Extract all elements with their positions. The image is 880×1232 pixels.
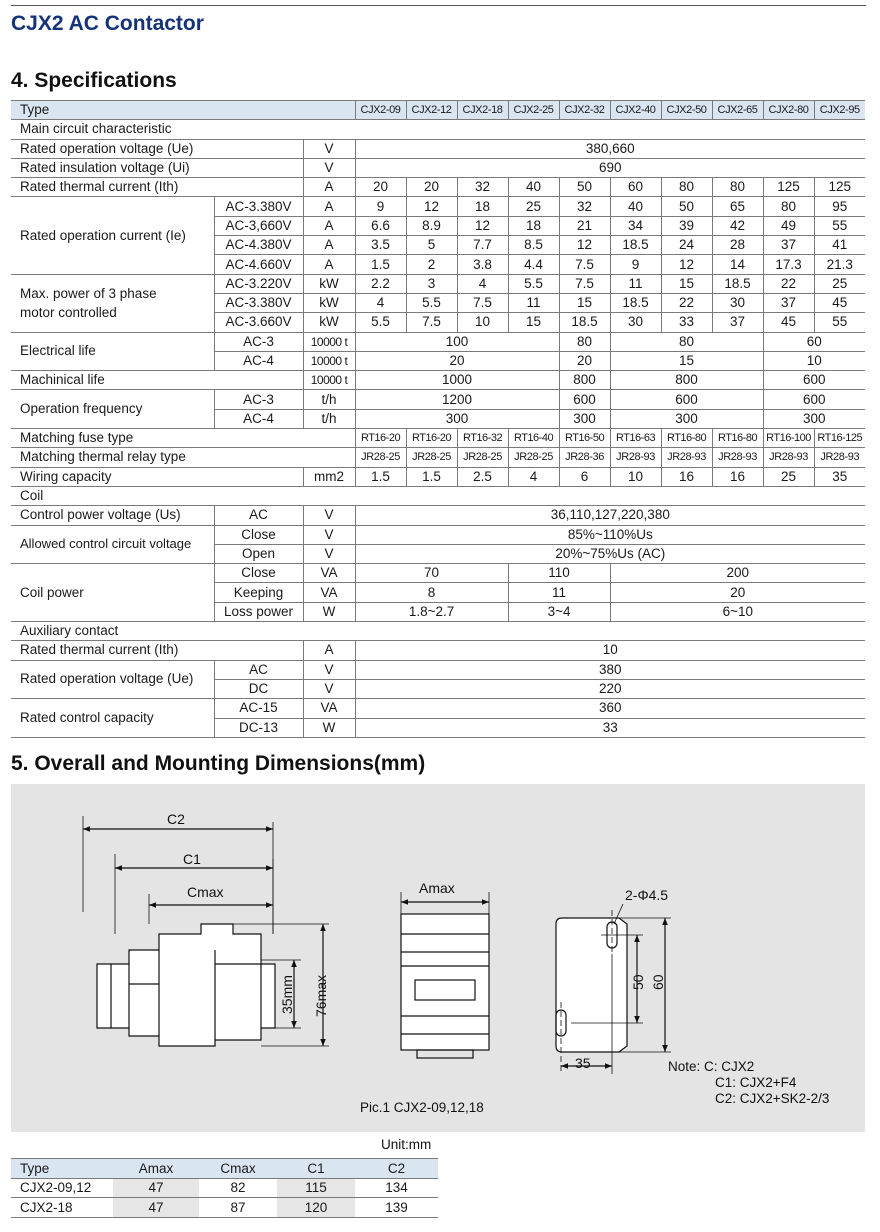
- value-cell: 2.2: [355, 274, 406, 293]
- value-cell: RT16-32: [457, 429, 508, 448]
- value-cell: 65: [712, 197, 763, 216]
- note-line: Note: C: CJX2: [668, 1059, 755, 1074]
- sub-label: AC-3.380V: [214, 197, 303, 216]
- value-cell: 4: [355, 293, 406, 312]
- dim-cell: CJX2-18: [11, 1198, 113, 1218]
- model-cell: CJX2-25: [508, 101, 559, 120]
- value-cell: 15: [661, 274, 712, 293]
- value-cell: JR28-36: [559, 448, 610, 467]
- unit-cell: t/h: [303, 409, 355, 428]
- model-cell: CJX2-09: [355, 101, 406, 120]
- value-cell: 10: [763, 351, 865, 370]
- value-cell: 4: [457, 274, 508, 293]
- unit-cell: V: [303, 506, 355, 525]
- value-cell: 600: [763, 390, 865, 409]
- unit-cell: kW: [303, 313, 355, 332]
- value-cell: 25: [763, 467, 814, 486]
- spec-row-op-freq: [11, 390, 865, 409]
- value-cell: 3.8: [457, 255, 508, 274]
- value-cell: 12: [559, 236, 610, 255]
- row-label: Rated thermal current (Ith): [11, 641, 303, 660]
- model-cell: CJX2-40: [610, 101, 661, 120]
- sub-label: AC-3.380V: [214, 293, 303, 312]
- row-label: Matching fuse type: [11, 429, 355, 448]
- unit-cell: VA: [303, 564, 355, 583]
- spec-row-ie: [11, 197, 865, 216]
- spec-row-electrical-life: [11, 332, 865, 351]
- value-cell: 110: [508, 564, 610, 583]
- unit-cell: V: [303, 525, 355, 544]
- value-cell: 15: [508, 313, 559, 332]
- sub-label: AC-3: [214, 332, 303, 351]
- dim-cell: 47: [113, 1178, 199, 1198]
- row-label: Control power voltage (Us): [11, 506, 214, 525]
- dim-row: [11, 1198, 438, 1218]
- unit-cell: VA: [303, 699, 355, 718]
- value-cell: 800: [559, 371, 610, 390]
- value-cell: 37: [763, 236, 814, 255]
- unit-cell: 10000 t: [303, 332, 355, 351]
- value-cell: 1000: [355, 371, 559, 390]
- value-cell: 7.5: [559, 274, 610, 293]
- value-cell: 49: [763, 216, 814, 235]
- value-cell: 15: [559, 293, 610, 312]
- value-cell: 95: [814, 197, 865, 216]
- type-label: Type: [11, 101, 355, 120]
- value-cell: 32: [457, 178, 508, 197]
- spec-header-row: [11, 101, 865, 120]
- value-cell: 9: [610, 255, 661, 274]
- sub-label: Close: [214, 564, 303, 583]
- unit-cell: kW: [303, 274, 355, 293]
- value-cell: 21: [559, 216, 610, 235]
- value-cell: 18: [457, 197, 508, 216]
- value-cell: 7.5: [457, 293, 508, 312]
- model-cell: CJX2-32: [559, 101, 610, 120]
- top-rule: [11, 5, 866, 6]
- value-cell: 6~10: [610, 602, 865, 621]
- value-cell: 20: [406, 178, 457, 197]
- value-cell: 5.5: [355, 313, 406, 332]
- row-label: [11, 274, 214, 332]
- value-cell: 8.9: [406, 216, 457, 235]
- value-cell: 4.4: [508, 255, 559, 274]
- unit-cell: 10000 t: [303, 371, 355, 390]
- value-cell: 2: [406, 255, 457, 274]
- spec-row-fuse: [11, 429, 865, 448]
- value-cell: RT16-63: [610, 429, 661, 448]
- group-heading: Main circuit characteristic: [11, 120, 865, 139]
- dim-row: [11, 1178, 438, 1198]
- value-cell: 11: [508, 583, 610, 602]
- value-cell: 15: [610, 351, 763, 370]
- spec-row-ui: [11, 158, 865, 177]
- value-cell: RT16-20: [355, 429, 406, 448]
- spec-row-wiring: [11, 467, 865, 486]
- value-cell: RT16-125: [814, 429, 865, 448]
- dim-label-76max: 76max: [313, 974, 329, 1017]
- dim-header-cell: Cmax: [199, 1159, 277, 1179]
- value-cell: 300: [763, 409, 865, 428]
- model-cell: CJX2-50: [661, 101, 712, 120]
- dim-header-cell: C2: [355, 1159, 438, 1179]
- value-cell: 30: [712, 293, 763, 312]
- dim-label-amax: Amax: [419, 880, 455, 896]
- value-cell: 35: [814, 467, 865, 486]
- value-cell: 5.5: [406, 293, 457, 312]
- sub-label: AC-3,660V: [214, 216, 303, 235]
- value-cell: 10: [457, 313, 508, 332]
- value-cell: 16: [712, 467, 763, 486]
- value-cell: 36,110,127,220,380: [355, 506, 865, 525]
- unit-cell: A: [303, 236, 355, 255]
- dim-label-60: 60: [650, 974, 666, 990]
- value-cell: 1.5: [355, 255, 406, 274]
- value-cell: 55: [814, 313, 865, 332]
- value-cell: 21.3: [814, 255, 865, 274]
- value-cell: JR28-25: [406, 448, 457, 467]
- value-cell: 600: [610, 390, 763, 409]
- unit-cell: V: [303, 139, 355, 158]
- value-cell: 85%~110%Us: [355, 525, 865, 544]
- value-cell: 600: [559, 390, 610, 409]
- spec-row-coil: [11, 486, 865, 505]
- value-cell: 7.7: [457, 236, 508, 255]
- value-cell: 33: [661, 313, 712, 332]
- spec-row-aux-ith: [11, 641, 865, 660]
- unit-cell: 10000 t: [303, 351, 355, 370]
- value-cell: RT16-80: [712, 429, 763, 448]
- value-cell: JR28-25: [508, 448, 559, 467]
- sub-label: AC-3: [214, 390, 303, 409]
- value-cell: 8.5: [508, 236, 559, 255]
- spec-row-relay: [11, 448, 865, 467]
- dim-cell: 82: [199, 1178, 277, 1198]
- value-cell: 37: [712, 313, 763, 332]
- row-label: Machinical life: [11, 371, 303, 390]
- value-cell: 300: [355, 409, 559, 428]
- unit-cell: W: [303, 718, 355, 737]
- value-cell: 18: [508, 216, 559, 235]
- value-cell: 20: [355, 351, 559, 370]
- value-cell: JR28-25: [457, 448, 508, 467]
- value-cell: 12: [457, 216, 508, 235]
- value-cell: 20: [559, 351, 610, 370]
- value-cell: 80: [661, 178, 712, 197]
- value-cell: 22: [763, 274, 814, 293]
- row-label: Operation frequency: [11, 390, 214, 429]
- group-heading: Coil: [11, 486, 865, 505]
- unit-cell: kW: [303, 293, 355, 312]
- sub-label: AC-4.660V: [214, 255, 303, 274]
- unit-cell: VA: [303, 583, 355, 602]
- unit-cell: V: [303, 679, 355, 698]
- dim-label-50: 50: [630, 974, 646, 990]
- unit-cell: A: [303, 197, 355, 216]
- value-cell: 3~4: [508, 602, 610, 621]
- dim-label-cmax: Cmax: [187, 884, 224, 900]
- spec-row-coil-power: [11, 564, 865, 583]
- value-cell: 380: [355, 660, 865, 679]
- value-cell: 20: [355, 178, 406, 197]
- unit-label: Unit:mm: [381, 1137, 432, 1152]
- sub-label: DC-13: [214, 718, 303, 737]
- value-cell: 80: [559, 332, 610, 351]
- dim-label-35mm: 35mm: [279, 975, 295, 1014]
- value-cell: 20%~75%Us (AC): [355, 544, 865, 563]
- unit-cell: t/h: [303, 390, 355, 409]
- sub-label: AC-4: [214, 409, 303, 428]
- row-label: Rated operation current (Ie): [11, 197, 214, 274]
- value-cell: 25: [814, 274, 865, 293]
- value-cell: 25: [508, 197, 559, 216]
- value-cell: 70: [355, 564, 508, 583]
- dimension-drawing-panel: [11, 784, 865, 1132]
- section-dimensions-title: 5. Overall and Mounting Dimensions(mm): [11, 752, 426, 775]
- value-cell: 300: [559, 409, 610, 428]
- value-cell: 4: [508, 467, 559, 486]
- value-cell: 7.5: [406, 313, 457, 332]
- dim-label-35: 35: [575, 1055, 591, 1071]
- value-cell: 18.5: [610, 293, 661, 312]
- spec-row-us: [11, 506, 865, 525]
- sub-label: AC-15: [214, 699, 303, 718]
- value-cell: 6: [559, 467, 610, 486]
- value-cell: 8: [355, 583, 508, 602]
- value-cell: 1.8~2.7: [355, 602, 508, 621]
- dim-label-c2: C2: [167, 811, 185, 827]
- value-cell: 5.5: [508, 274, 559, 293]
- spec-row-aux-ue: [11, 660, 865, 679]
- spec-row-allowed: [11, 525, 865, 544]
- model-cell: CJX2-95: [814, 101, 865, 120]
- value-cell: 60: [610, 178, 661, 197]
- value-cell: 41: [814, 236, 865, 255]
- value-cell: 80: [610, 332, 763, 351]
- value-cell: 380,660: [355, 139, 865, 158]
- value-cell: RT16-20: [406, 429, 457, 448]
- model-cell: CJX2-12: [406, 101, 457, 120]
- dim-cell: 120: [277, 1198, 355, 1218]
- drawing-caption: Pic.1 CJX2-09,12,18: [360, 1100, 484, 1115]
- dim-label-c1: C1: [183, 851, 201, 867]
- value-cell: JR28-93: [661, 448, 712, 467]
- value-cell: 80: [763, 197, 814, 216]
- dim-header-cell: Type: [11, 1159, 113, 1179]
- row-label: Coil power: [11, 564, 214, 622]
- spec-row-mech-life: [11, 371, 865, 390]
- value-cell: 10: [610, 467, 661, 486]
- model-cell: CJX2-18: [457, 101, 508, 120]
- unit-cell: A: [303, 216, 355, 235]
- value-cell: 18.5: [712, 274, 763, 293]
- value-cell: 55: [814, 216, 865, 235]
- value-cell: 1200: [355, 390, 559, 409]
- dim-cell: 87: [199, 1198, 277, 1218]
- unit-cell: V: [303, 660, 355, 679]
- value-cell: 16: [661, 467, 712, 486]
- value-cell: 45: [814, 293, 865, 312]
- value-cell: 50: [559, 178, 610, 197]
- value-cell: 12: [661, 255, 712, 274]
- specifications-table: [11, 100, 865, 738]
- value-cell: 40: [610, 197, 661, 216]
- value-cell: JR28-25: [355, 448, 406, 467]
- value-cell: RT16-100: [763, 429, 814, 448]
- row-label: Rated operation voltage (Ue): [11, 660, 214, 699]
- value-cell: 14: [712, 255, 763, 274]
- value-cell: 800: [610, 371, 763, 390]
- value-cell: 10: [355, 641, 865, 660]
- row-label: Rated insulation voltage (Ui): [11, 158, 303, 177]
- row-label: Rated operation voltage (Ue): [11, 139, 303, 158]
- dim-header-row: [11, 1159, 438, 1179]
- group-heading: Auxiliary contact: [11, 622, 865, 641]
- unit-cell: A: [303, 178, 355, 197]
- unit-cell: A: [303, 641, 355, 660]
- value-cell: 2.5: [457, 467, 508, 486]
- sub-label: AC-4: [214, 351, 303, 370]
- spec-row-aux: [11, 622, 865, 641]
- dim-cell: 115: [277, 1178, 355, 1198]
- sub-label: AC-3.220V: [214, 274, 303, 293]
- sub-label: Close: [214, 525, 303, 544]
- value-cell: 690: [355, 158, 865, 177]
- model-cell: CJX2-65: [712, 101, 763, 120]
- value-cell: 5: [406, 236, 457, 255]
- value-cell: JR28-93: [814, 448, 865, 467]
- value-cell: 9: [355, 197, 406, 216]
- value-cell: 100: [355, 332, 559, 351]
- row-label: Matching thermal relay type: [11, 448, 355, 467]
- value-cell: 18.5: [610, 236, 661, 255]
- row-label: Rated thermal current (Ith): [11, 178, 303, 197]
- spec-row-main-circuit: [11, 120, 865, 139]
- value-cell: 24: [661, 236, 712, 255]
- sub-label: DC: [214, 679, 303, 698]
- value-cell: 300: [610, 409, 763, 428]
- value-cell: 1.5: [355, 467, 406, 486]
- value-cell: 34: [610, 216, 661, 235]
- row-label: Rated control capacity: [11, 699, 214, 738]
- value-cell: 360: [355, 699, 865, 718]
- dim-header-cell: Amax: [113, 1159, 199, 1179]
- note-line: C1: CJX2+F4: [715, 1075, 797, 1090]
- value-cell: 80: [712, 178, 763, 197]
- value-cell: 33: [355, 718, 865, 737]
- sub-label: AC-4.380V: [214, 236, 303, 255]
- value-cell: 600: [763, 371, 865, 390]
- row-label: Electrical life: [11, 332, 214, 371]
- value-cell: 20: [610, 583, 865, 602]
- unit-cell: A: [303, 255, 355, 274]
- value-cell: 42: [712, 216, 763, 235]
- value-cell: 12: [406, 197, 457, 216]
- value-cell: 45: [763, 313, 814, 332]
- unit-cell: V: [303, 158, 355, 177]
- dim-cell: CJX2-09,12: [11, 1178, 113, 1198]
- value-cell: 39: [661, 216, 712, 235]
- value-cell: 50: [661, 197, 712, 216]
- dim-header-cell: C1: [277, 1159, 355, 1179]
- value-cell: 60: [763, 332, 865, 351]
- sub-label: AC: [214, 506, 303, 525]
- section-specifications-title: 4. Specifications: [11, 69, 177, 92]
- sub-label: AC: [214, 660, 303, 679]
- value-cell: 6.6: [355, 216, 406, 235]
- spec-row-aux-cap: [11, 699, 865, 718]
- value-cell: 17.3: [763, 255, 814, 274]
- spec-row-ue: [11, 139, 865, 158]
- dim-cell: 134: [355, 1178, 438, 1198]
- value-cell: 3: [406, 274, 457, 293]
- row-label-line: motor controlled: [20, 305, 117, 321]
- value-cell: 18.5: [559, 313, 610, 332]
- note-line: C2: CJX2+SK2-2/3: [715, 1091, 830, 1106]
- value-cell: RT16-80: [661, 429, 712, 448]
- value-cell: JR28-93: [610, 448, 661, 467]
- spec-row-ith: [11, 178, 865, 197]
- value-cell: 30: [610, 313, 661, 332]
- value-cell: JR28-93: [763, 448, 814, 467]
- value-cell: 22: [661, 293, 712, 312]
- value-cell: 11: [508, 293, 559, 312]
- value-cell: 28: [712, 236, 763, 255]
- value-cell: JR28-93: [712, 448, 763, 467]
- value-cell: 37: [763, 293, 814, 312]
- value-cell: 220: [355, 679, 865, 698]
- model-cell: CJX2-80: [763, 101, 814, 120]
- row-label: Allowed control circuit voltage: [11, 525, 214, 564]
- sub-label: Loss power: [214, 602, 303, 621]
- value-cell: 1.5: [406, 467, 457, 486]
- row-label: Wiring capacity: [11, 467, 303, 486]
- unit-cell: V: [303, 544, 355, 563]
- doc-title: CJX2 AC Contactor: [11, 12, 204, 35]
- drawing-note: [668, 1059, 829, 1107]
- value-cell: 7.5: [559, 255, 610, 274]
- dim-cell: 47: [113, 1198, 199, 1218]
- value-cell: RT16-50: [559, 429, 610, 448]
- value-cell: 32: [559, 197, 610, 216]
- sub-label: Open: [214, 544, 303, 563]
- value-cell: 40: [508, 178, 559, 197]
- dimensions-table: [11, 1158, 438, 1218]
- value-cell: RT16-40: [508, 429, 559, 448]
- unit-cell: W: [303, 602, 355, 621]
- spec-row-power: [11, 274, 865, 293]
- sub-label: Keeping: [214, 583, 303, 602]
- value-cell: 11: [610, 274, 661, 293]
- row-label-line: Max. power of 3 phase: [20, 286, 157, 302]
- unit-cell: mm2: [303, 467, 355, 486]
- value-cell: 200: [610, 564, 865, 583]
- dim-label-holes: 2-Φ4.5: [625, 887, 669, 903]
- dim-cell: 139: [355, 1198, 438, 1218]
- value-cell: 125: [814, 178, 865, 197]
- value-cell: 3.5: [355, 236, 406, 255]
- sub-label: AC-3.660V: [214, 313, 303, 332]
- value-cell: 125: [763, 178, 814, 197]
